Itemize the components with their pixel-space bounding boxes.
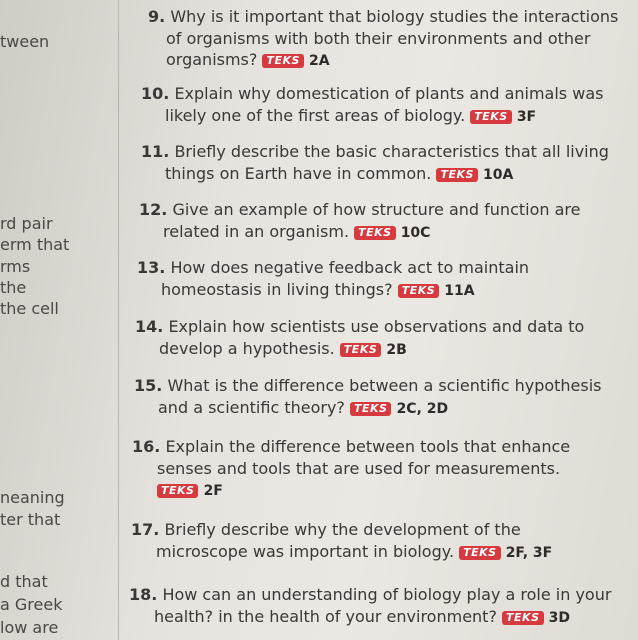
- margin-fragment: a Greek: [0, 595, 63, 614]
- teks-code: 10A: [483, 166, 514, 183]
- teks-badge: TEKS: [398, 284, 439, 298]
- margin-fragment: erm that: [0, 235, 70, 254]
- question-16: [132, 436, 570, 503]
- teks-code: 2B: [386, 341, 407, 358]
- teks-badge: TEKS: [502, 611, 543, 625]
- teks-badge: TEKS: [436, 168, 477, 182]
- teks-badge: TEKS: [350, 402, 391, 416]
- margin-fragment: neaning: [0, 488, 65, 507]
- question-number: 15.: [134, 376, 163, 395]
- teks-code: 3D: [548, 609, 570, 626]
- question-text: develop a hypothesis.: [159, 338, 335, 358]
- teks-code: 2A: [309, 53, 330, 69]
- question-text: Explain the difference between tools that enhance: [165, 437, 571, 456]
- question-text: Briefly describe the basic characteristics that all living: [174, 142, 609, 161]
- question-text: homeostasis in living things?: [161, 279, 393, 299]
- question-text: related in an organism.: [163, 221, 350, 241]
- question-11: [141, 141, 609, 186]
- question-13: [137, 257, 529, 302]
- margin-fragment: rms: [0, 257, 31, 276]
- question-text: senses and tools that are used for measurements.: [157, 458, 561, 478]
- margin-fragment: the cell: [0, 299, 59, 318]
- teks-code: 11A: [444, 282, 475, 299]
- teks-badge: TEKS: [354, 226, 395, 240]
- question-number: 11.: [141, 142, 170, 161]
- question-text: How can an understanding of biology play a role in your: [162, 585, 612, 604]
- question-14: [135, 316, 584, 361]
- margin-fragment: tween: [0, 32, 50, 51]
- question-number: 18.: [129, 585, 158, 604]
- teks-code: 2C, 2D: [396, 400, 449, 417]
- teks-badge: TEKS: [262, 54, 303, 68]
- question-18: [129, 584, 611, 629]
- question-text: Explain how scientists use observations and data to: [168, 317, 585, 336]
- question-text: likely one of the first areas of biology.: [165, 105, 466, 125]
- question-number: 17.: [131, 520, 160, 539]
- question-number: 16.: [132, 437, 161, 456]
- teks-code: 3F: [516, 108, 537, 125]
- question-17: [131, 519, 552, 564]
- question-number: 10.: [141, 84, 170, 103]
- question-text: microscope was important in biology.: [156, 541, 455, 561]
- question-text: things on Earth have in common.: [165, 163, 432, 183]
- question-10: [141, 83, 603, 128]
- question-9: [148, 6, 618, 73]
- question-text: organisms?: [166, 50, 258, 69]
- teks-badge: TEKS: [470, 110, 511, 124]
- margin-fragment: rd pair: [0, 214, 53, 233]
- teks-code: 2F, 3F: [505, 544, 553, 561]
- question-12: [139, 199, 580, 244]
- question-15: [134, 375, 602, 420]
- question-text: Why is it important that biology studies the interactions: [170, 7, 619, 26]
- margin-fragment: ter that: [0, 510, 61, 529]
- question-number: 14.: [135, 317, 164, 336]
- teks-code: 10C: [400, 224, 431, 241]
- question-text: and a scientific theory?: [158, 397, 345, 417]
- question-number: 13.: [137, 258, 166, 277]
- question-text: Give an example of how structure and function are: [172, 200, 581, 219]
- teks-badge: TEKS: [157, 484, 198, 498]
- margin-fragment: d that: [0, 572, 48, 591]
- question-text: How does negative feedback act to maintain: [170, 258, 530, 277]
- margin-fragment: low are: [0, 618, 59, 637]
- margin-fragment: the: [0, 278, 27, 297]
- column-divider: [118, 0, 119, 640]
- teks-code: 2F: [203, 483, 223, 499]
- question-text: Explain why domestication of plants and animals was: [174, 84, 604, 103]
- question-text: What is the difference between a scientific hypothesis: [167, 376, 602, 395]
- teks-badge: TEKS: [459, 546, 500, 560]
- question-text: Briefly describe why the development of the: [164, 520, 521, 539]
- question-text: of organisms with both their environments and other: [166, 28, 591, 48]
- question-number: 9.: [148, 7, 166, 26]
- teks-badge: TEKS: [340, 343, 381, 357]
- question-text: health? in the health of your environment?: [154, 606, 497, 626]
- question-number: 12.: [139, 200, 168, 219]
